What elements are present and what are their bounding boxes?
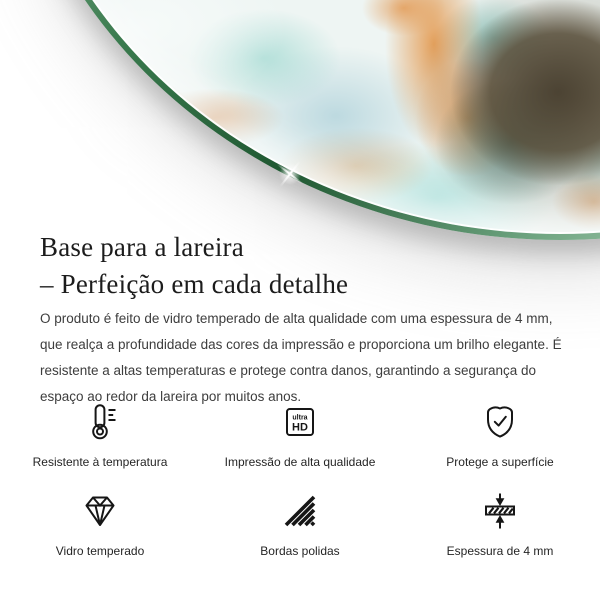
features-grid xyxy=(0,402,600,558)
feature-surface-protection xyxy=(400,402,600,469)
title-line-1: Base para a lareira xyxy=(40,232,244,262)
ultra-hd-icon xyxy=(280,402,320,442)
ultra-hd-icon-text-bottom: HD xyxy=(292,421,308,434)
feature-label: Espessura de 4 mm xyxy=(446,544,554,558)
glass-panel-artwork xyxy=(6,0,600,234)
sparkle-glint-icon xyxy=(277,161,303,187)
feature-label: Protege a superfície xyxy=(446,455,554,469)
feature-label: Impressão de alta qualidade xyxy=(224,455,376,469)
product-description: O produto é feito de vidro temperado de alta qualidade com uma espessura de 4 mm, que realça a profundidade das cores da impressão e proporciona um brilho elegante. É resistente a altas temperaturas e protege contra danos, garantindo a segurança do espaço ao redor da lareira por muitos anos. xyxy=(40,311,562,404)
ultra-hd-icon-text-top: ultra xyxy=(292,414,308,422)
thickness-press-icon xyxy=(480,491,520,531)
diamond-icon xyxy=(80,491,120,531)
feature-tempered-glass xyxy=(0,491,200,558)
feature-temperature-resistant xyxy=(0,402,200,469)
polished-edges-icon xyxy=(280,491,320,531)
title-line-2: – Perfeição em cada detalhe xyxy=(40,269,349,299)
glass-panel-edge xyxy=(0,0,600,240)
thermometer-icon xyxy=(80,402,120,442)
feature-label: Bordas polidas xyxy=(260,544,340,558)
feature-thickness xyxy=(400,491,600,558)
feature-print-quality xyxy=(200,402,400,469)
feature-label: Resistente à temperatura xyxy=(32,455,168,469)
shield-check-icon xyxy=(480,402,520,442)
page-title xyxy=(40,229,348,303)
feature-polished-edges xyxy=(200,491,400,558)
feature-label: Vidro temperado xyxy=(55,544,145,558)
